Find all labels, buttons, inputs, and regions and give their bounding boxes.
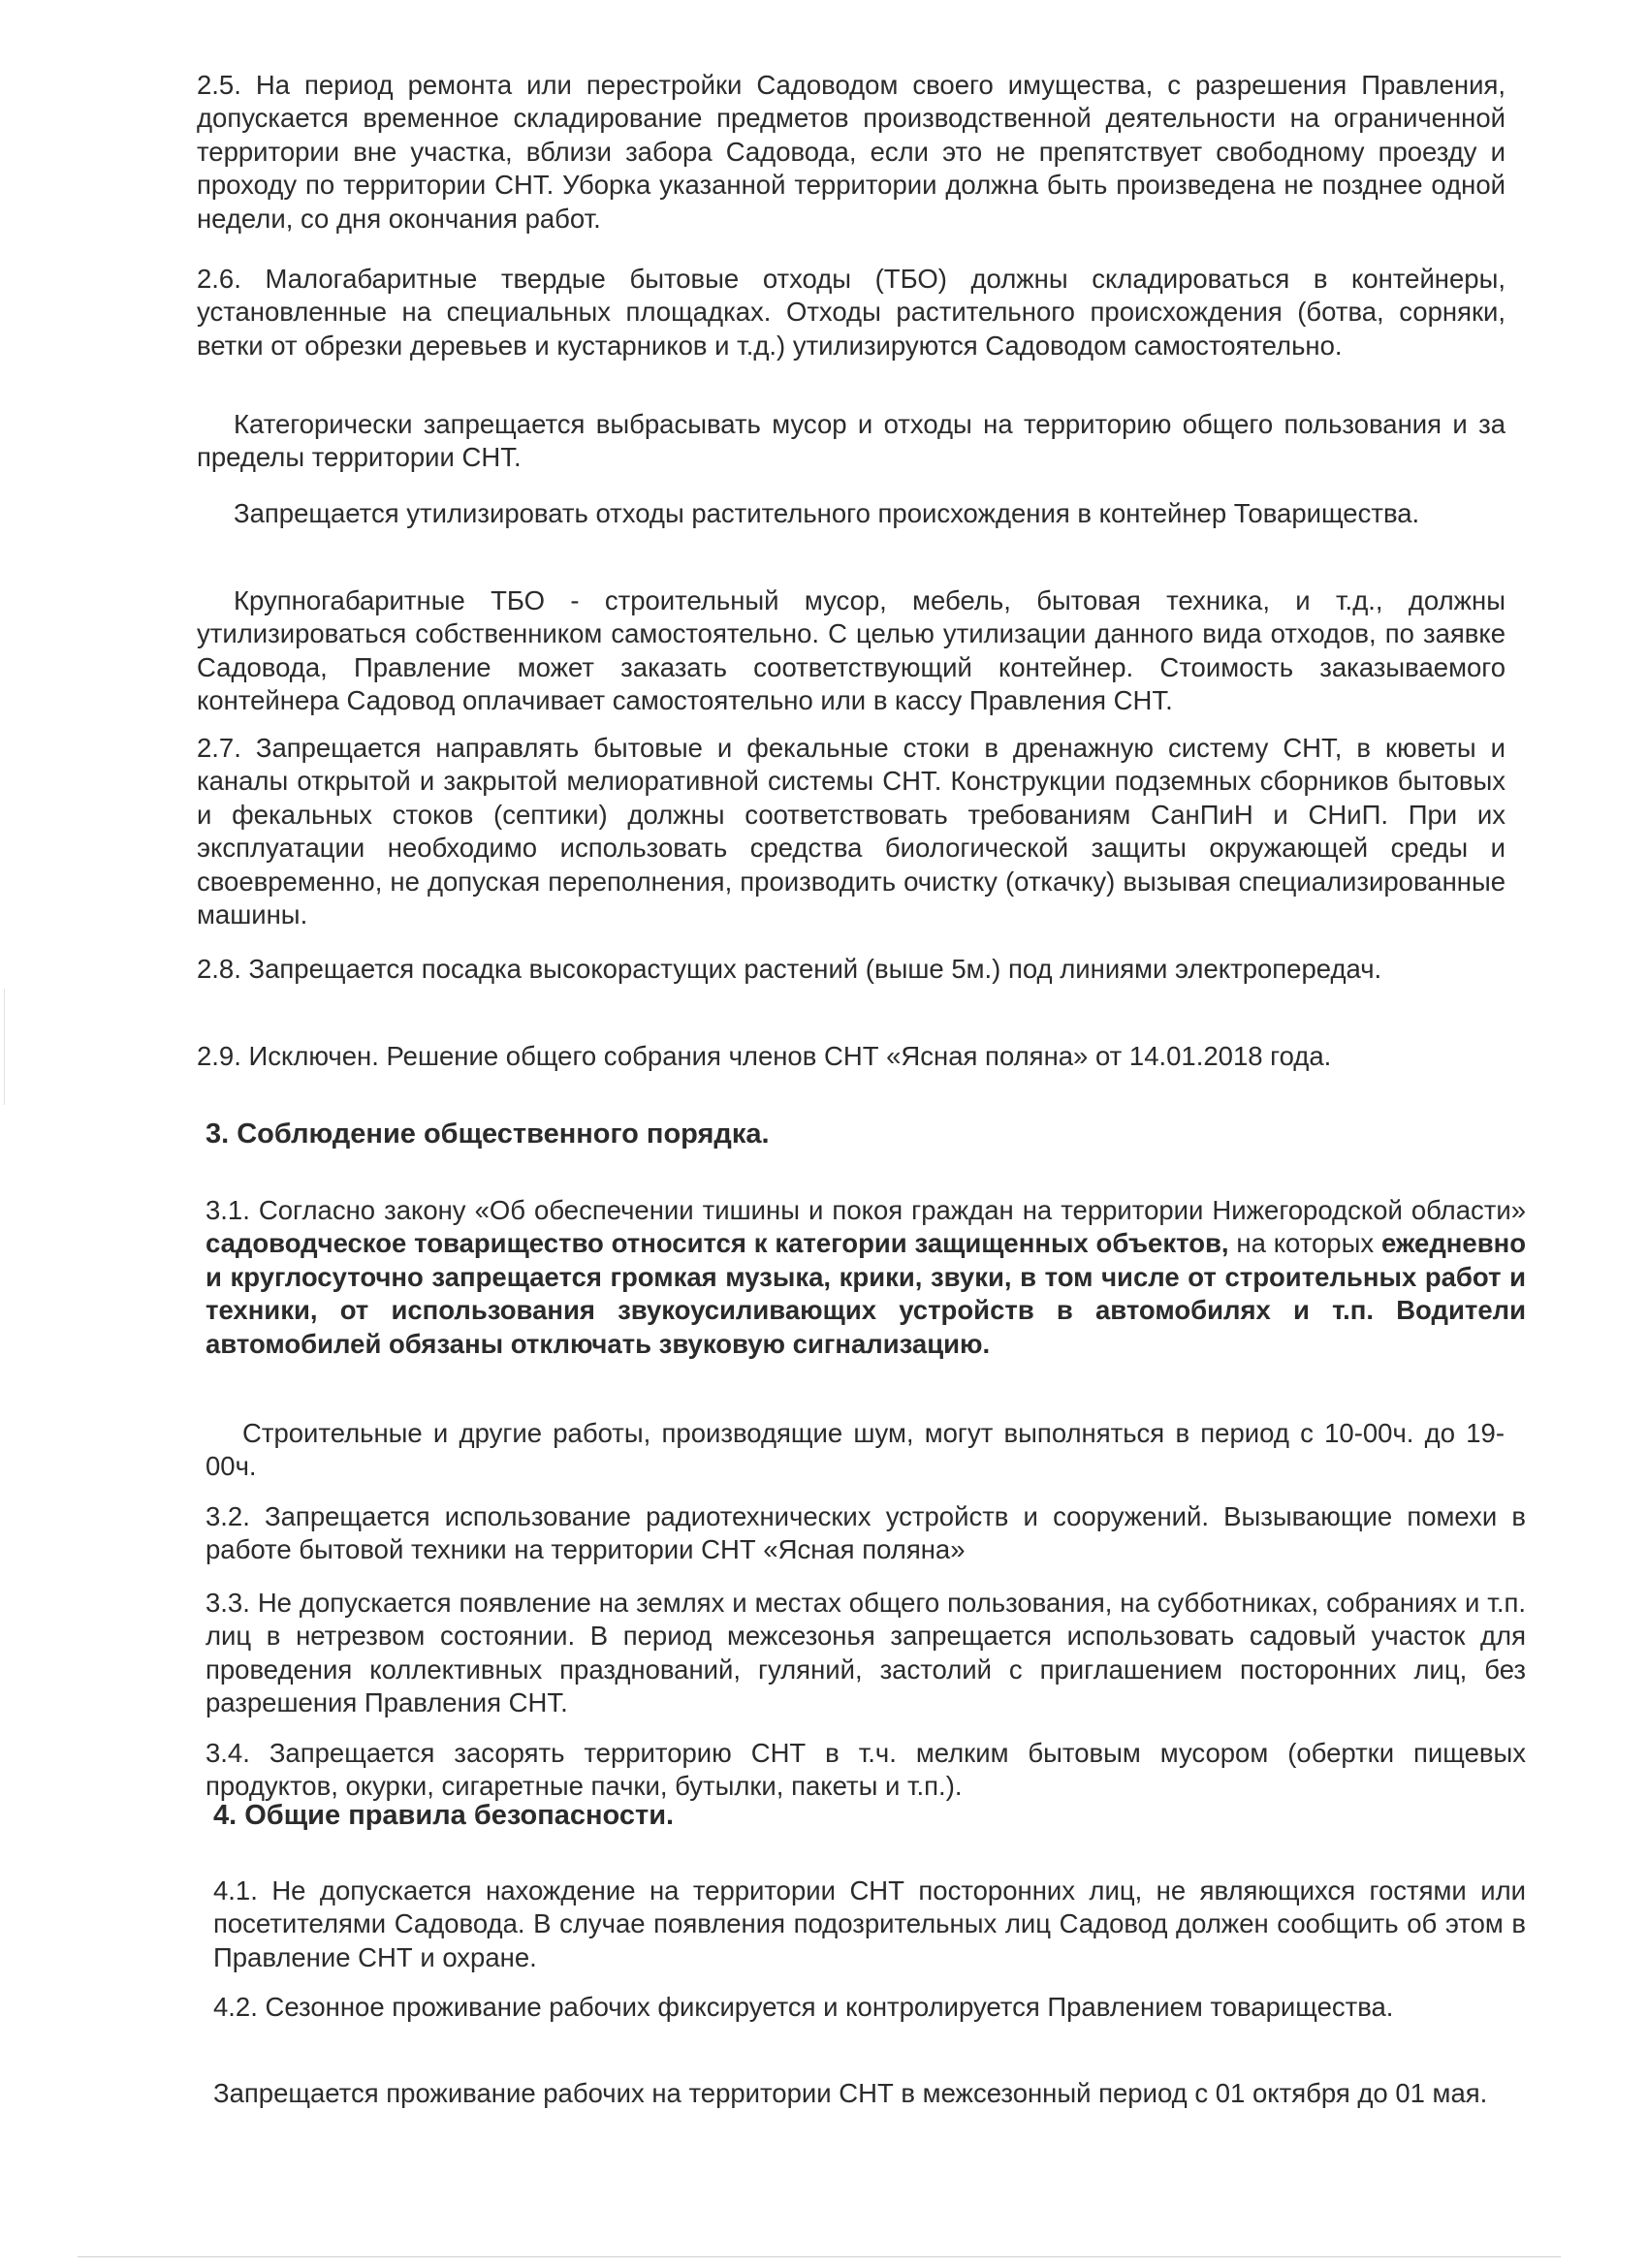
scan-edge-mark: [4, 989, 5, 1105]
paragraph-3-3: 3.3. Не допускается появление на землях и местах общего пользования, на субботниках, собраниях и т.п. лиц в нетрезвом состоянии. В период межсезонья запрещается использовать садовый участок для проведения коллективных празднований, гуляний, застолий с приглашением посторонних лиц, без разрешения Правления СНТ.: [206, 1587, 1526, 1717]
paragraph-2-6-plant-waste: Запрещается утилизировать отходы растительного происхождения в контейнер Товарищества.: [234, 497, 1420, 528]
scan-bottom-edge: [78, 2256, 1561, 2257]
paragraph-2-6-bulky-waste: Крупногабаритные ТБО - строительный мусор, мебель, бытовая техника, и т.д., должны утилизироваться собственником самостоятельно. С целью утилизации данного вида отходов, по заявке Садовода, Правление может заказать соответствующий контейнер. Стоимость заказываемого контейнера Садовод оплачивает самостоятельно или в кассу Правления СНТ.: [197, 584, 1505, 715]
paragraph-3-4: 3.4. Запрещается засорять территорию СНТ в т.ч. мелким бытовым мусором (обертки пищевых продуктов, окурки, сигаретные пачки, бутылки, пакеты и т.п.).: [206, 1737, 1526, 1801]
paragraph-2-7: 2.7. Запрещается направлять бытовые и фекальные стоки в дренажную систему СНТ, в кюветы и каналы открытой и закрытой мелиоративной системы СНТ. Конструкции подземных сборников бытовых и фекальных стоков (септики) должны соответствовать требованиям СанПиН и СНиП. При их эксплуатации необходимо использовать средства биологической защиты окружающей среды и своевременно, не допуская переполнения, производить очистку (откачку) вызывая специализированные машины.: [197, 732, 1505, 929]
paragraph-4-2: 4.2. Сезонное проживание рабочих фиксируется и контролируется Правлением товарищества.: [213, 1991, 1394, 2022]
paragraph-4-1: 4.1. Не допускается нахождение на территории СНТ посторонних лиц, не являющихся гостями или посетителями Садовода. В случае появления подозрительных лиц Садовод должен сообщить об этом в Правление СНТ и охране.: [213, 1874, 1526, 1972]
paragraph-3-1-intro: 3.1. Согласно закону «Об обеспечении тишины и покоя граждан на территории Нижегородской области»: [206, 1194, 1526, 1225]
paragraph-3-1-middle: на которых: [1228, 1228, 1381, 1258]
paragraph-2-6-litter: Категорически запрещается выбрасывать мусор и отходы на территорию общего пользования и за пределы территории СНТ.: [197, 408, 1505, 472]
paragraph-3-1-prohibition: ежедневно и круглосуточно запрещается громкая музыка, крики, звуки, в том числе от строительных работ и техники, от использования звукоусиливающих устройств в автомобилях и т.п. Водители автомобилей обязаны отключать звуковую сигнализацию.: [206, 1228, 1527, 1359]
paragraph-3-1-protected: садоводческое товарищество относится к категории защищенных объектов,: [206, 1228, 1229, 1258]
paragraph-2-9: 2.9. Исключен. Решение общего собрания членов СНТ «Ясная поляна» от 14.01.2018 года.: [197, 1040, 1332, 1071]
section-3-heading: 3. Соблюдение общественного порядка.: [206, 1118, 770, 1150]
paragraph-3-1: [206, 1194, 1526, 1362]
paragraph-2-5: 2.5. На период ремонта или перестройки Садоводом своего имущества, с разрешения Правления, допускается временное складирование предметов производственной деятельности на ограниченной территории вне участка, вблизи забора Садовода, если это не препятствует свободному проезду и проходу по территории СНТ. Уборка указанной территории должна быть произведена не позднее одной недели, со дня окончания работ.: [197, 69, 1505, 234]
paragraph-3-2: 3.2. Запрещается использование радиотехнических устройств и сооружений. Вызывающие помехи в работе бытовой техники на территории СНТ «Ясная поляна»: [206, 1500, 1526, 1564]
section-4-heading: 4. Общие правила безопасности.: [213, 1800, 675, 1831]
paragraph-2-8: 2.8. Запрещается посадка высокорастущих растений (выше 5м.) под линиями электропередач.: [197, 953, 1382, 984]
paragraph-4-2-off-season: Запрещается проживание рабочих на территории СНТ в межсезонный период с 01 октября до 01 мая.: [213, 2077, 1488, 2108]
paragraph-3-1-work-hours: Строительные и другие работы, производящие шум, могут выполняться в период с 10-00ч. до 19-00ч.: [206, 1417, 1505, 1481]
paragraph-2-6: 2.6. Малогабаритные твердые бытовые отходы (ТБО) должны складироваться в контейнеры, установленные на специальных площадках. Отходы растительного происхождения (ботва, сорняки, ветки от обрезки деревьев и кустарников и т.д.) утилизируются Садоводом самостоятельно.: [197, 263, 1505, 361]
